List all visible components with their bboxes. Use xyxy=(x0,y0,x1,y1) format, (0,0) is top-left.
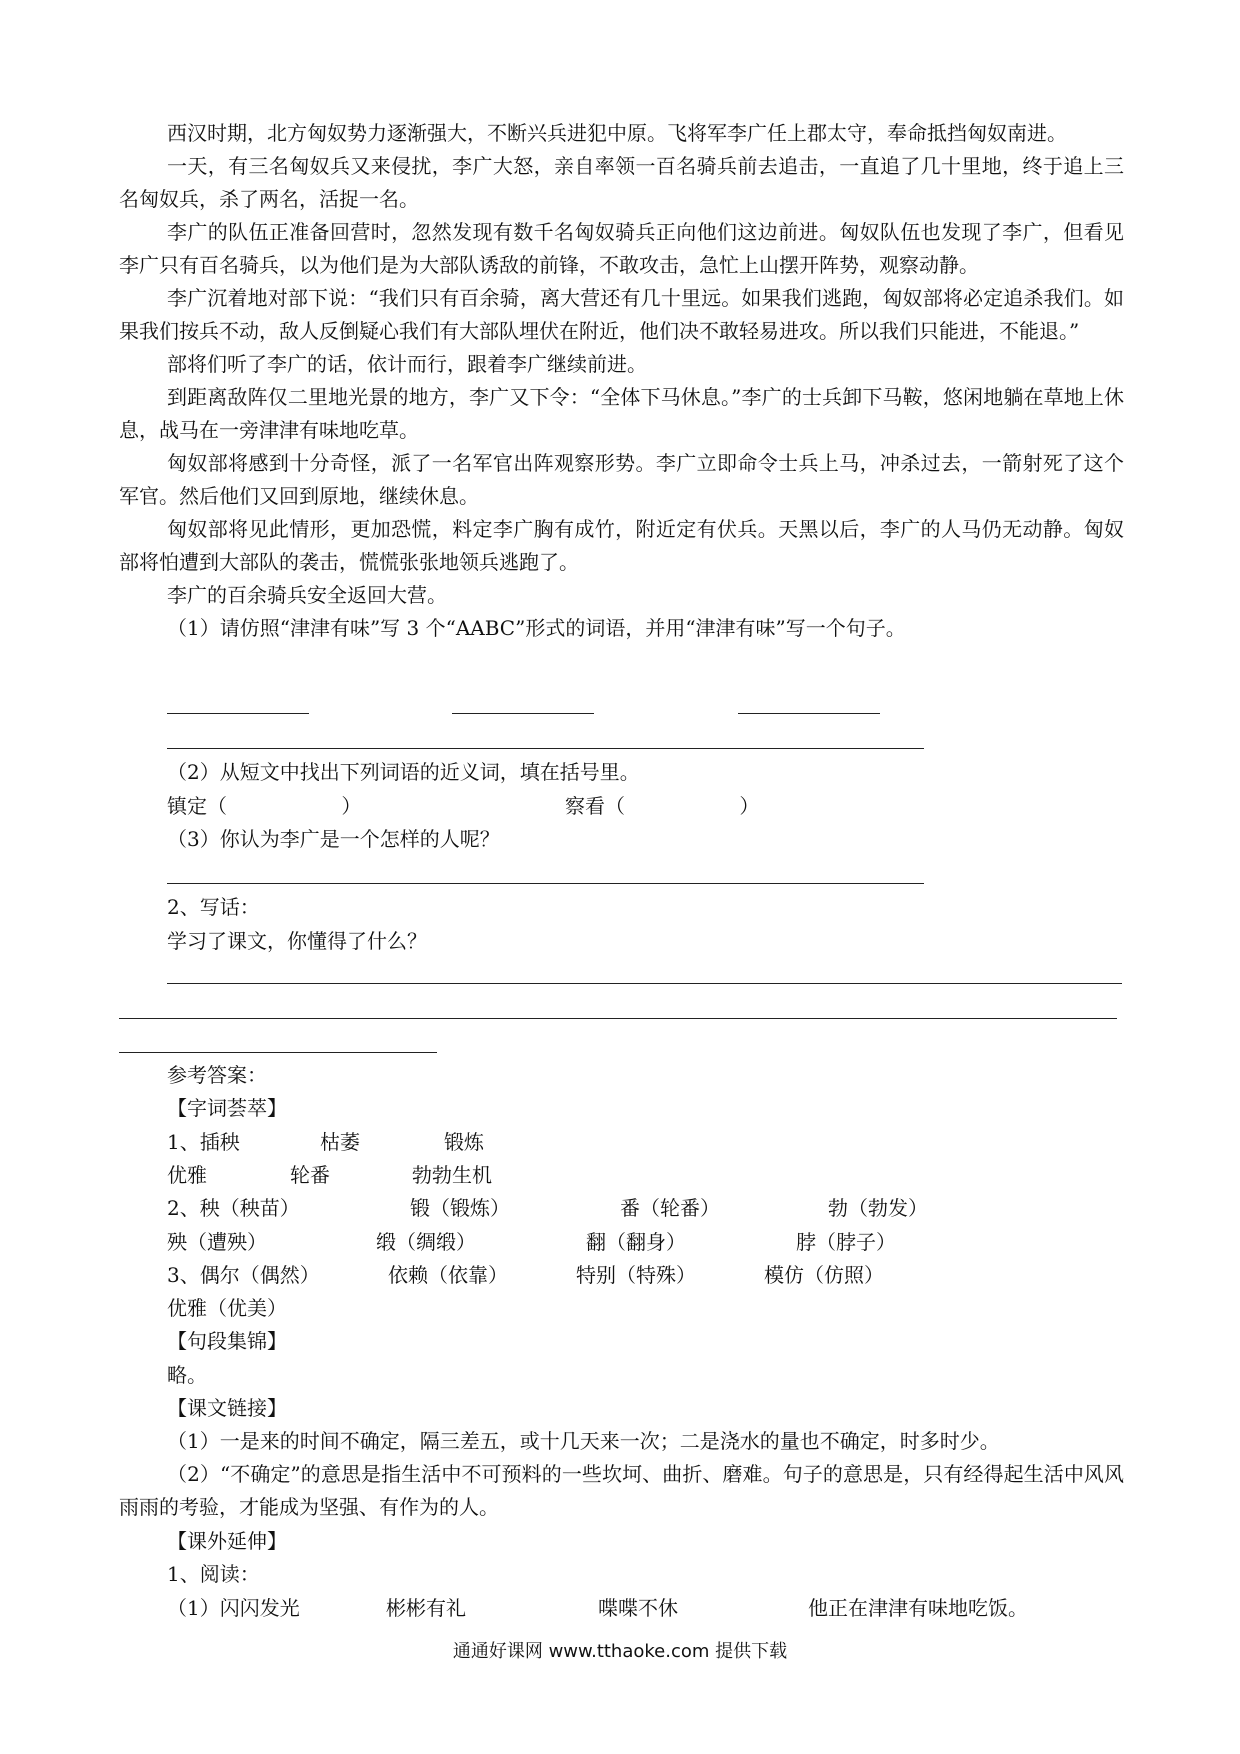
question-2: （2）从短文中找出下列词语的近义词，填在括号里。 xyxy=(167,760,640,784)
story-paragraph: 匈奴部将见此情形，更加恐慌，料定李广胸有成竹，附近定有伏兵。天黑以后，李广的人马仍无动静。匈奴部将怕遭到大部队的袭击，慌慌张张地领兵逃跑了。 xyxy=(119,517,1124,574)
answer-word: 锻炼 xyxy=(444,1130,484,1154)
story-paragraph: 李广的百余骑兵安全返回大营。 xyxy=(167,583,447,607)
writing-title: 2、写话： xyxy=(167,895,260,919)
answer-line xyxy=(738,713,880,714)
answer-word: 优雅 xyxy=(167,1163,207,1187)
section-text: 略。 xyxy=(167,1363,207,1387)
story-paragraph: 部将们听了李广的话，依计而行，跟着李广继续前进。 xyxy=(167,352,647,376)
story-paragraph: 一天，有三名匈奴兵又来侵扰，李广大怒，亲自率领一百名骑兵前去追击，一直追了几十里地，终于追上三名匈奴兵，杀了两名，活捉一名。 xyxy=(119,154,1124,211)
section-heading: 【句段集锦】 xyxy=(167,1329,287,1353)
link-answer: （2）“不确定”的意思是指生活中不可预料的一些坎坷、曲折、磨难。句子的意思是，只有经得起生活中风风雨雨的考验，才能成为坚强、有作为的人。 xyxy=(119,1462,1124,1519)
answer-word: 1、插秧 xyxy=(167,1130,240,1154)
story-paragraph: 李广的队伍正准备回营时，忽然发现有数千名匈奴骑兵正向他们这边前进。匈奴队伍也发现了李广，但看见李广只有百名骑兵，以为他们是为大部队诱敌的前锋，不敢攻击，急忙上山摆开阵势，观察动静。 xyxy=(119,220,1124,277)
answers-header: 参考答案： xyxy=(167,1063,267,1087)
answer-word: 勃勃生机 xyxy=(412,1163,492,1187)
link-answers xyxy=(119,1425,1124,1524)
extension-title: 1、阅读： xyxy=(167,1562,260,1586)
writing-prompt: 学习了课文，你懂得了什么？ xyxy=(167,929,427,953)
answer-line xyxy=(167,983,1122,984)
answer-word: 锻（锻炼） xyxy=(410,1196,510,1220)
page-footer: 通通好课网 www.tthaoke.com 提供下载 xyxy=(452,1641,788,1662)
answer-word: 枯萎 xyxy=(320,1130,360,1154)
story-passage xyxy=(119,117,1124,645)
question-3: （3）你认为李广是一个怎样的人呢？ xyxy=(167,827,500,851)
section-heading: 【字词荟萃】 xyxy=(167,1096,287,1120)
story-paragraph: 匈奴部将感到十分奇怪，派了一名军官出阵观察形势。李广立即命令士兵上马，冲杀过去，一箭射死了这个军官。然后他们又回到原地，继续休息。 xyxy=(119,451,1124,508)
answer-word: 彬彬有礼 xyxy=(386,1596,466,1620)
answer-word: 勃（勃发） xyxy=(828,1196,928,1220)
answer-word: 3、偶尔（偶然） xyxy=(167,1263,320,1287)
answer-word: （1）闪闪发光 xyxy=(167,1596,300,1620)
answer-line xyxy=(167,883,924,884)
answer-line xyxy=(119,1052,437,1053)
answer-word: 优雅（优美） xyxy=(167,1296,287,1320)
answer-word: 2、秧（秧苗） xyxy=(167,1196,300,1220)
answer-word: 模仿（仿照） xyxy=(764,1263,884,1287)
question-1: （1）请仿照“津津有味”写 3 个“AABC”形式的词语，并用“津津有味”写一个句子。 xyxy=(167,616,906,640)
story-paragraph: 西汉时期，北方匈奴势力逐渐强大，不断兴兵进犯中原。飞将军李广任上郡太守，奉命抵挡匈奴南进。 xyxy=(167,121,1067,145)
answer-word: 缎（绸缎） xyxy=(376,1230,476,1254)
synonym-item: 镇定（ ） xyxy=(167,794,362,818)
answer-word: 依赖（依靠） xyxy=(388,1263,508,1287)
answer-line xyxy=(452,713,594,714)
answer-line xyxy=(167,748,924,749)
answer-word: 特别（特殊） xyxy=(576,1263,696,1287)
story-paragraph: 李广沉着地对部下说：“我们只有百余骑，离大营还有几十里远。如果我们逃跑，匈奴部将必定追杀我们。如果我们按兵不动，敌人反倒疑心我们有大部队埋伏在附近，他们决不敢轻易进攻。所以我们只能进，不能退。” xyxy=(119,286,1124,343)
section-heading: 【课外延伸】 xyxy=(167,1529,287,1553)
answer-word: 翻（翻身） xyxy=(586,1230,686,1254)
answer-word: 他正在津津有味地吃饭。 xyxy=(808,1596,1028,1620)
answer-word: 喋喋不休 xyxy=(598,1596,678,1620)
answer-line xyxy=(167,713,309,714)
section-heading: 【课文链接】 xyxy=(167,1396,287,1420)
answer-word: 殃（遭殃） xyxy=(167,1230,267,1254)
answer-word: 轮番 xyxy=(290,1163,330,1187)
answer-line xyxy=(119,1018,1117,1019)
link-answer: （1）一是来的时间不确定，隔三差五，或十几天来一次；二是浇水的量也不确定，时多时少。 xyxy=(167,1429,1000,1453)
story-paragraph: 到距离敌阵仅二里地光景的地方，李广又下令：“全体下马休息。”李广的士兵卸下马鞍，悠闲地躺在草地上休息，战马在一旁津津有味地吃草。 xyxy=(119,385,1124,442)
answer-word: 番（轮番） xyxy=(620,1196,720,1220)
answer-word: 脖（脖子） xyxy=(796,1230,896,1254)
synonym-item: 察看（ ） xyxy=(565,794,760,818)
